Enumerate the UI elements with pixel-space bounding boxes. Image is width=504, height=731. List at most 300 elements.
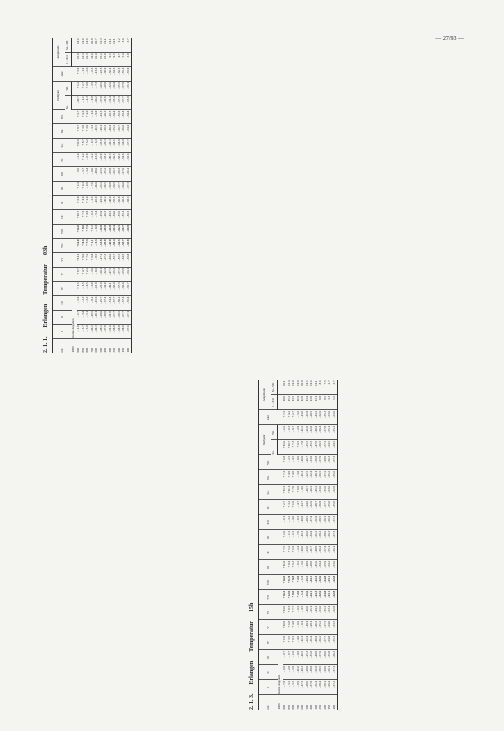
- table-cell: 0.0: [77, 167, 82, 181]
- table-cell: –57.3: [323, 620, 328, 635]
- table-cell: –28.0: [305, 680, 310, 695]
- table-cell: –56.1: [328, 665, 333, 680]
- table-cell: – 7.8: [283, 680, 288, 695]
- table-cell: –55.3: [113, 267, 118, 281]
- table-cell: – 1.6: [283, 425, 288, 440]
- table-cell: 250: [318, 704, 323, 710]
- table-cell: –55.7: [126, 281, 131, 295]
- table-cell: + 7.3: [86, 224, 91, 238]
- table-cell: – 1.1: [81, 95, 86, 109]
- table-cell: –16.5: [301, 650, 306, 665]
- table-row: [332, 380, 337, 710]
- table-cell: – 2.4: [296, 545, 301, 560]
- table-cell: 18.0: [283, 395, 288, 410]
- table-cell: –15.3: [301, 530, 306, 545]
- table-cell: – 4.6: [292, 515, 297, 530]
- table-cell: 13.4: [287, 380, 292, 395]
- col-header-mb: mb: [53, 339, 72, 353]
- table-cell: –57.8: [323, 425, 328, 440]
- col-header: Wi.: [259, 455, 278, 470]
- table-cell: –54.4: [126, 110, 131, 124]
- table-cell: +12.0: [287, 590, 292, 605]
- table-cell: –53.6: [328, 485, 333, 500]
- table-cell: –48.4: [314, 635, 319, 650]
- table-cell: 12.9: [301, 395, 306, 410]
- table-cell: – 2.6: [86, 67, 91, 81]
- table-cell: + 2.4: [77, 181, 82, 195]
- table-cell: + 6.9: [77, 196, 82, 210]
- table-cell: –57.7: [122, 95, 127, 109]
- table-cell: – 8.5: [95, 253, 100, 267]
- col-header-halbjahr-sub: Wi.: [271, 425, 278, 440]
- table-cell: –53.1: [328, 590, 333, 605]
- table-cell: –58.5: [117, 310, 122, 324]
- table-cell: – 4.5: [301, 605, 306, 620]
- table-cell: –50.9: [108, 167, 113, 181]
- table-cell: –51.2: [314, 530, 319, 545]
- table-cell: – 0.9: [86, 181, 91, 195]
- table-cell: –26.7: [305, 455, 310, 470]
- table-cell: – 1.6: [90, 110, 95, 124]
- table-cell: 250: [112, 347, 117, 353]
- col-header: Wi.: [53, 110, 72, 124]
- table-cell: –52.6: [319, 410, 324, 425]
- table-cell: –33.9: [310, 455, 315, 470]
- col-header: I: [259, 680, 278, 695]
- table-cell: –28.5: [305, 515, 310, 530]
- table-cell: 11.6: [81, 38, 86, 52]
- table-cell: –53.1: [328, 575, 333, 590]
- table-cell: 11.1: [113, 38, 118, 52]
- table-cell: –56.3: [332, 650, 337, 665]
- table-cell: 12.3: [86, 52, 91, 66]
- col-header: So.: [259, 485, 278, 500]
- col-header-amplitude-sub: So.–Wi.: [271, 380, 278, 395]
- table-cell: –37.4: [310, 515, 315, 530]
- col-header: He.: [53, 124, 72, 138]
- col-header: II: [259, 665, 278, 680]
- table-cell: –55.4: [122, 110, 127, 124]
- table-cell: – 5.0: [77, 296, 82, 310]
- table-cell: –13.0: [301, 410, 306, 425]
- table-cell: –25.9: [104, 239, 109, 253]
- table-cell: +16.0: [283, 575, 288, 590]
- col-header: IX: [53, 210, 72, 224]
- table-cell: – 2.5: [90, 196, 95, 210]
- table-cell: –55.5: [117, 253, 122, 267]
- table-cell: –54.5: [117, 239, 122, 253]
- table-cell: –54.8: [323, 590, 328, 605]
- table-cell: –24.1: [310, 575, 315, 590]
- table-cell: –56.5: [117, 67, 122, 81]
- table-cell: –55.3: [332, 635, 337, 650]
- table-cell: –16.8: [301, 515, 306, 530]
- table-cell: –18.6: [95, 167, 100, 181]
- table-cell: –15.9: [99, 210, 104, 224]
- table-cell: –26.3: [104, 138, 109, 152]
- table-cell: –55.3: [332, 425, 337, 440]
- table-cell: –56.1: [332, 545, 337, 560]
- table-cell: – 4.7: [296, 500, 301, 515]
- table-cell: + 1.2: [77, 81, 82, 95]
- table-cell: –23.1: [99, 181, 104, 195]
- table-cell: –57.1: [126, 310, 131, 324]
- table-cell: –56.4: [319, 545, 324, 560]
- table-cell: –54.0: [113, 210, 118, 224]
- table-cell: –19.4: [305, 620, 310, 635]
- table-cell: – 1.5: [81, 281, 86, 295]
- table-cell: –34.9: [104, 281, 109, 295]
- table-cell: 7.5: [323, 380, 328, 395]
- table-cell: 100: [126, 339, 131, 353]
- table-cell: –25.3: [305, 650, 310, 665]
- table-cell: –47.0: [314, 440, 319, 455]
- table-cell: –58.3: [117, 167, 122, 181]
- table-cell: – 4.0: [296, 635, 301, 650]
- table-cell: –58.8: [117, 324, 122, 338]
- table-cell: –43.2: [314, 575, 319, 590]
- table-cell: –31.7: [310, 545, 315, 560]
- table-cell: –55.9: [126, 95, 131, 109]
- table-cell: – 9.9: [296, 680, 301, 695]
- table-cell: –28.1: [310, 620, 315, 635]
- table-cell: – 3.3: [95, 239, 100, 253]
- table-cell: –23.0: [99, 281, 104, 295]
- table-cell: + 9.6: [81, 253, 86, 267]
- table-cell: + 9.6: [81, 224, 86, 238]
- col-header: So.: [53, 138, 72, 152]
- table-cell: –44.3: [108, 210, 113, 224]
- table-cell: –56.7: [117, 124, 122, 138]
- table-cell: 900: [76, 347, 81, 353]
- table-cell: –56.9: [319, 500, 324, 515]
- table-cell: –15.6: [305, 590, 310, 605]
- table-cell: –55.9: [323, 560, 328, 575]
- table-cell: 13.4: [305, 395, 310, 410]
- table-cell: – 3.4: [81, 310, 86, 324]
- table-cell: + 0.8: [90, 253, 95, 267]
- table-cell: 800: [85, 347, 90, 353]
- table-cell: + 8.7: [81, 138, 86, 152]
- table-cell: –53.6: [319, 485, 324, 500]
- table-cell: –58.8: [113, 324, 118, 338]
- table-cell: –44.6: [108, 253, 113, 267]
- table-cell: –56.6: [122, 281, 127, 295]
- temperature-table: [258, 380, 338, 710]
- table-cell: –52.6: [319, 575, 324, 590]
- col-header: X: [259, 545, 278, 560]
- table-cell: –51.9: [108, 310, 113, 324]
- table-cell: –57.2: [332, 680, 337, 695]
- table-cell: – 0.3: [90, 138, 95, 152]
- table-cell: –37.8: [310, 680, 315, 695]
- table-cell: –13.4: [95, 153, 100, 167]
- table-cell: + 7.2: [283, 410, 288, 425]
- table-cell: – 5.1: [86, 310, 91, 324]
- table-cell: 3.3: [328, 395, 333, 410]
- table-cell: +13.0: [77, 138, 82, 152]
- table-cell: – 6.9: [90, 281, 95, 295]
- table-cell: –55.0: [117, 110, 122, 124]
- table-cell: –17.0: [99, 95, 104, 109]
- table-cell: +14.0: [77, 224, 82, 238]
- table-cell: –57.3: [117, 95, 122, 109]
- table-cell: –56.4: [113, 81, 118, 95]
- col-header: VII: [53, 239, 72, 253]
- table-cell: – 9.6: [95, 267, 100, 281]
- table-cell: –57.7: [117, 181, 122, 195]
- table-cell: –11.2: [301, 425, 306, 440]
- table-cell: – 3.3: [90, 124, 95, 138]
- table-cell: –55.3: [323, 410, 328, 425]
- table-cell: – 0.2: [296, 560, 301, 575]
- table-cell: –11.0: [296, 665, 301, 680]
- table-cell: + 7.0: [292, 485, 297, 500]
- table-cell: + 4.6: [86, 110, 91, 124]
- table-cell: –56.4: [328, 515, 333, 530]
- table-cell: –52.8: [332, 605, 337, 620]
- table-cell: – 5.4: [95, 210, 100, 224]
- table-cell: +10.7: [287, 440, 292, 455]
- table-cell: –53.7: [122, 224, 127, 238]
- table-cell: –46.3: [314, 620, 319, 635]
- table-cell: – 6.2: [90, 153, 95, 167]
- table-cell: – 3.3: [86, 296, 91, 310]
- table-cell: – 8.6: [296, 650, 301, 665]
- table-cell: –59.2: [117, 296, 122, 310]
- table-cell: –33.6: [104, 95, 109, 109]
- temperature-table: [52, 38, 132, 353]
- table-cell: –53.8: [126, 253, 131, 267]
- table-title: 2. 1. 3.ErlangenTemperatur15h: [249, 602, 255, 710]
- table-cell: + 3.9: [86, 124, 91, 138]
- table-cell: – 9.4: [301, 620, 306, 635]
- table-cell: –27.3: [104, 253, 109, 267]
- table-cell: –56.5: [319, 470, 324, 485]
- table-cell: –57.7: [122, 310, 127, 324]
- table-cell: –53.3: [332, 620, 337, 635]
- table-cell: –17.1: [99, 253, 104, 267]
- table-cell: –53.6: [332, 560, 337, 575]
- table-cell: 11.6: [86, 38, 91, 52]
- table-cell: –45.2: [314, 485, 319, 500]
- col-header: III: [53, 296, 72, 310]
- table-cell: –54.8: [323, 575, 328, 590]
- table-cell: –33.2: [104, 153, 109, 167]
- table-cell: –58.3: [126, 196, 131, 210]
- table-cell: –53.1: [328, 605, 333, 620]
- table-cell: + 0.9: [296, 485, 301, 500]
- table-cell: –59.1: [323, 680, 328, 695]
- table-cell: –54.4: [319, 560, 324, 575]
- table-cell: –58.6: [323, 650, 328, 665]
- table-cell: –56.1: [108, 67, 113, 81]
- table-cell: 11.5: [305, 380, 310, 395]
- table-cell: –38.9: [104, 310, 109, 324]
- table-cell: + 4.0: [292, 470, 297, 485]
- table-cell: –55.2: [113, 124, 118, 138]
- table-cell: –57.3: [332, 455, 337, 470]
- table-cell: –19.1: [95, 310, 100, 324]
- table-cell: –28.9: [99, 310, 104, 324]
- table-cell: –54.0: [328, 620, 333, 635]
- table-cell: –30.2: [104, 196, 109, 210]
- table-cell: 9.5: [113, 52, 118, 66]
- table-cell: –49.3: [108, 153, 113, 167]
- table-cell: –58.2: [319, 530, 324, 545]
- table-cell: –49.8: [314, 650, 319, 665]
- table-cell: –11.3: [301, 470, 306, 485]
- table-cell: –57.7: [323, 635, 328, 650]
- table-cell: – 1.5: [292, 530, 297, 545]
- table-cell: –53.6: [126, 153, 131, 167]
- table-cell: –49.4: [108, 124, 113, 138]
- table-cell: –16.7: [305, 485, 310, 500]
- col-header: IV: [259, 635, 278, 650]
- table-cell: – 8.6: [296, 455, 301, 470]
- table-cell: –55.0: [332, 500, 337, 515]
- col-header-halbjahr: Halbjahr: [259, 425, 272, 455]
- table-cell: –22.4: [305, 635, 310, 650]
- table-erlangen-03h: [40, 38, 475, 353]
- table-cell: 4.7: [117, 52, 122, 66]
- table-cell: –56.2: [319, 635, 324, 650]
- table-cell: –50.8: [108, 181, 113, 195]
- table-cell: –59.1: [323, 515, 328, 530]
- table-cell: –10.0: [301, 545, 306, 560]
- table-cell: – 0.5: [86, 281, 91, 295]
- table-cell: –49.1: [314, 470, 319, 485]
- table-cell: –30.3: [104, 124, 109, 138]
- table-cell: –55.2: [328, 470, 333, 485]
- table-cell: –54.5: [113, 67, 118, 81]
- table-cell: 12.4: [95, 52, 100, 66]
- table-cell: –55.6: [332, 470, 337, 485]
- table-cell: – 1.1: [81, 67, 86, 81]
- table-cell: –52.8: [332, 590, 337, 605]
- table-cell: – 5.0: [86, 324, 91, 338]
- table-cell: – 0.2: [296, 605, 301, 620]
- table-cell: 8.6: [319, 380, 324, 395]
- table-cell: –16.6: [95, 181, 100, 195]
- table-cell: + 6.7: [77, 110, 82, 124]
- table-cell: –55.9: [126, 67, 131, 81]
- table-cell: –26.2: [310, 485, 315, 500]
- table-cell: –53.9: [126, 239, 131, 253]
- table-cell: – 4.5: [292, 455, 297, 470]
- table-cell: –56.0: [113, 281, 118, 295]
- table-cell: –43.9: [108, 224, 113, 238]
- table-cell: –38.8: [310, 665, 315, 680]
- table-cell: + 1.1: [90, 239, 95, 253]
- table-cell: 13.0: [104, 52, 109, 66]
- table-cell: –24.1: [310, 590, 315, 605]
- table-cell: –37.4: [104, 296, 109, 310]
- table-cell: – 9.3: [296, 515, 301, 530]
- table-cell: 15.2: [99, 52, 104, 66]
- col-header-halbjahr-sub: Wi.: [65, 81, 72, 95]
- table-cell: –26.3: [104, 110, 109, 124]
- table-cell: –53.6: [332, 410, 337, 425]
- table-cell: – 3.6: [90, 267, 95, 281]
- table-cell: + 2.2: [86, 267, 91, 281]
- table-cell: –56.3: [328, 530, 333, 545]
- table-cell: + 2.6: [283, 530, 288, 545]
- table-cell: –19.3: [301, 665, 306, 680]
- table-cell: +11.9: [283, 560, 288, 575]
- table-cell: – 7.0: [296, 530, 301, 545]
- table-cell: – 3.4: [86, 167, 91, 181]
- table-cell: –50.8: [314, 455, 319, 470]
- col-header-amplitude-sub: So.–Wi.: [65, 38, 72, 52]
- cell-mb: 1000: [71, 346, 76, 353]
- col-header: V: [53, 267, 72, 281]
- col-header-halbjahr: Halbjahr: [53, 81, 66, 110]
- table-cell: –51.4: [108, 95, 113, 109]
- table-cell: +13.6: [283, 605, 288, 620]
- table-cell: –20.1: [99, 267, 104, 281]
- table-cell: –13.7: [301, 500, 306, 515]
- table-cell: –56.9: [117, 196, 122, 210]
- table-cell: –54.5: [328, 440, 333, 455]
- col-header: II: [53, 310, 72, 324]
- table-cell: + 6.3: [292, 560, 297, 575]
- table-cell: –57.3: [332, 665, 337, 680]
- table-row: [126, 38, 131, 353]
- table-cell: + 4.9: [86, 210, 91, 224]
- table-cell: – 0.9: [86, 153, 91, 167]
- table-cell: –53.7: [122, 239, 127, 253]
- table-cell: + 1.1: [90, 224, 95, 238]
- table-cell: –53.7: [113, 253, 118, 267]
- table-cell: 200: [116, 347, 121, 353]
- table-cell: 3.6: [122, 38, 127, 52]
- table-cell: – 2.3: [81, 296, 86, 310]
- table-cell: –16.0: [305, 605, 310, 620]
- table-cell: + 1.2: [81, 153, 86, 167]
- table-cell: –56.5: [319, 440, 324, 455]
- table-cell: – 2.9: [296, 425, 301, 440]
- table-cell: 11.6: [90, 52, 95, 66]
- table-cell: + 7.3: [81, 210, 86, 224]
- col-header-mb: mb: [259, 695, 278, 710]
- table-cell: –32.4: [310, 470, 315, 485]
- table-cell: –55.1: [122, 210, 127, 224]
- table-cell: –55.1: [122, 67, 127, 81]
- table-cell: – 3.8: [296, 470, 301, 485]
- table-cell: 3.7: [126, 38, 131, 52]
- table-cell: –57.9: [319, 455, 324, 470]
- table-cell: 600: [94, 347, 99, 353]
- table-cell: –51.8: [314, 515, 319, 530]
- table-cell: –16.9: [301, 455, 306, 470]
- table-cell: – 0.3: [287, 425, 292, 440]
- table-cell: – 0.7: [292, 425, 297, 440]
- col-header: VI: [53, 253, 72, 267]
- table-cell: –51.6: [108, 324, 113, 338]
- no-data-note: Keine Angaben: [278, 650, 283, 695]
- table-cell: –28.0: [310, 560, 315, 575]
- table-cell: – 3.2: [287, 515, 292, 530]
- table-cell: – 6.3: [95, 138, 100, 152]
- table-cell: –54.4: [113, 110, 118, 124]
- table-cell: –35.5: [310, 440, 315, 455]
- col-header: III: [259, 650, 278, 665]
- table-cell: –16.2: [95, 95, 100, 109]
- table-cell: 700: [89, 347, 94, 353]
- table-cell: 13.3: [81, 52, 86, 66]
- table-cell: –55.5: [113, 196, 118, 210]
